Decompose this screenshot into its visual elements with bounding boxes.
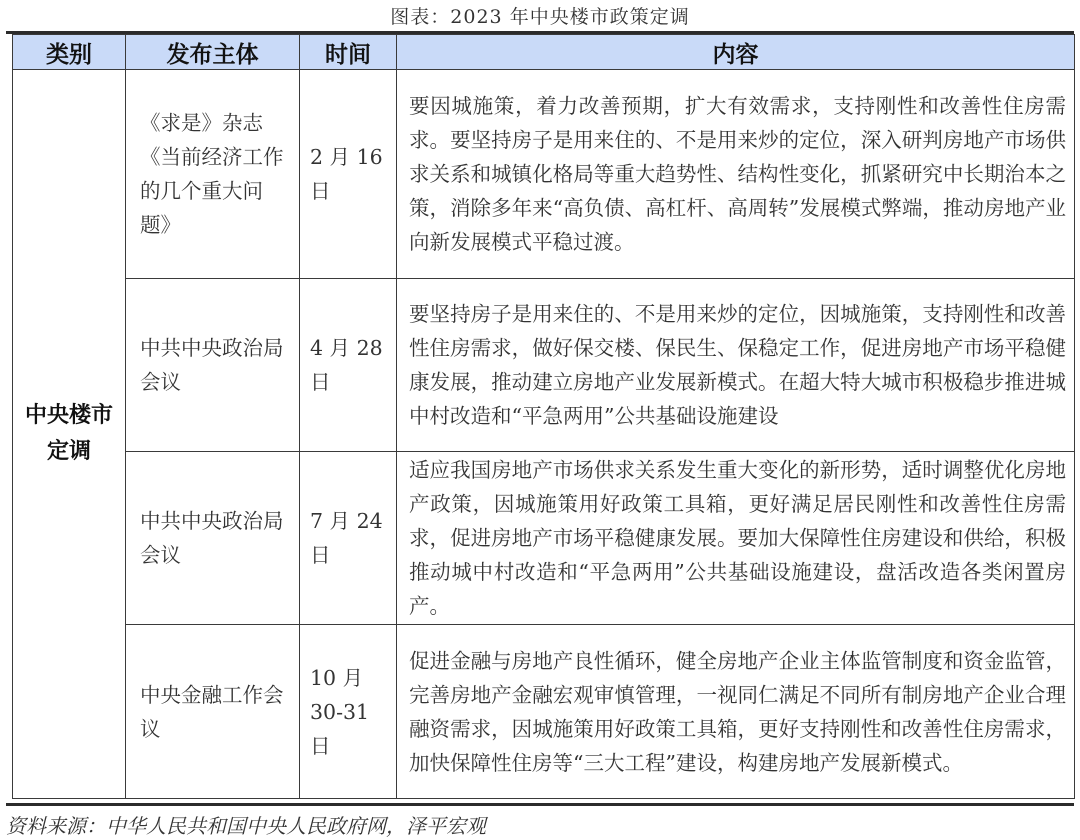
publisher-cell: 《求是》杂志《当前经济工作的几个重大问题》: [126, 70, 300, 279]
content-cell: 要坚持房子是用来住的、不是用来炒的定位，因城施策，支持刚性和改善性住房需求，做好保交楼、保民生、保稳定工作，促进房地产市场平稳健康发展，推动建立房地产业发展新模式。在超大特大城市积极稳步推进城中村改造和“平急两用”公共基础设施建设: [397, 279, 1075, 452]
table-caption: 图表：2023 年中央楼市政策定调: [390, 6, 690, 28]
source-note: 资料来源：中华人民共和国中央人民政府网，泽平宏观: [6, 814, 486, 838]
table-row: [13, 625, 1075, 799]
table-row: [13, 279, 1075, 452]
time-cell: 7 月 24 日: [300, 452, 397, 625]
header-time: 时间: [300, 35, 397, 70]
time-cell: 2 月 16 日: [300, 70, 397, 279]
header-row: [13, 35, 1075, 70]
publisher-cell: 中共中央政治局会议: [126, 279, 300, 452]
header-publisher: 发布主体: [126, 35, 300, 70]
category-cell: 中央楼市定调: [13, 70, 126, 799]
content-cell: 要因城施策，着力改善预期，扩大有效需求，支持刚性和改善性住房需求。要坚持房子是用来住的、不是用来炒的定位，深入研判房地产市场供求关系和城镇化格局等重大趋势性、结构性变化，抓紧研究中长期治本之策，消除多年来“高负债、高杠杆、高周转”发展模式弊端，推动房地产业向新发展模式平稳过渡。: [397, 70, 1075, 279]
content-cell: 适应我国房地产市场供求关系发生重大变化的新形势，适时调整优化房地产政策，因城施策用好政策工具箱，更好满足居民刚性和改善性住房需求，促进房地产市场平稳健康发展。要加大保障性住房建设和供给，积极推动城中村改造和“平急两用”公共基础设施建设，盘活改造各类闲置房产。: [397, 452, 1075, 625]
bottom-rule: [6, 803, 1074, 806]
time-cell: 4 月 28 日: [300, 279, 397, 452]
publisher-cell: 中央金融工作会议: [126, 625, 300, 799]
publisher-cell: 中共中央政治局会议: [126, 452, 300, 625]
time-cell: 10 月 30-31 日: [300, 625, 397, 799]
header-category: 类别: [13, 35, 126, 70]
table-row: [13, 452, 1075, 625]
policy-table: [12, 34, 1075, 799]
table-row: [13, 70, 1075, 279]
header-content: 内容: [397, 35, 1075, 70]
content-cell: 促进金融与房地产良性循环，健全房地产企业主体监管制度和资金监管，完善房地产金融宏观审慎管理，一视同仁满足不同所有制房地产企业合理融资需求，因城施策用好政策工具箱，更好支持刚性和改善性住房需求，加快保障性住房等“三大工程”建设，构建房地产发展新模式。: [397, 625, 1075, 799]
